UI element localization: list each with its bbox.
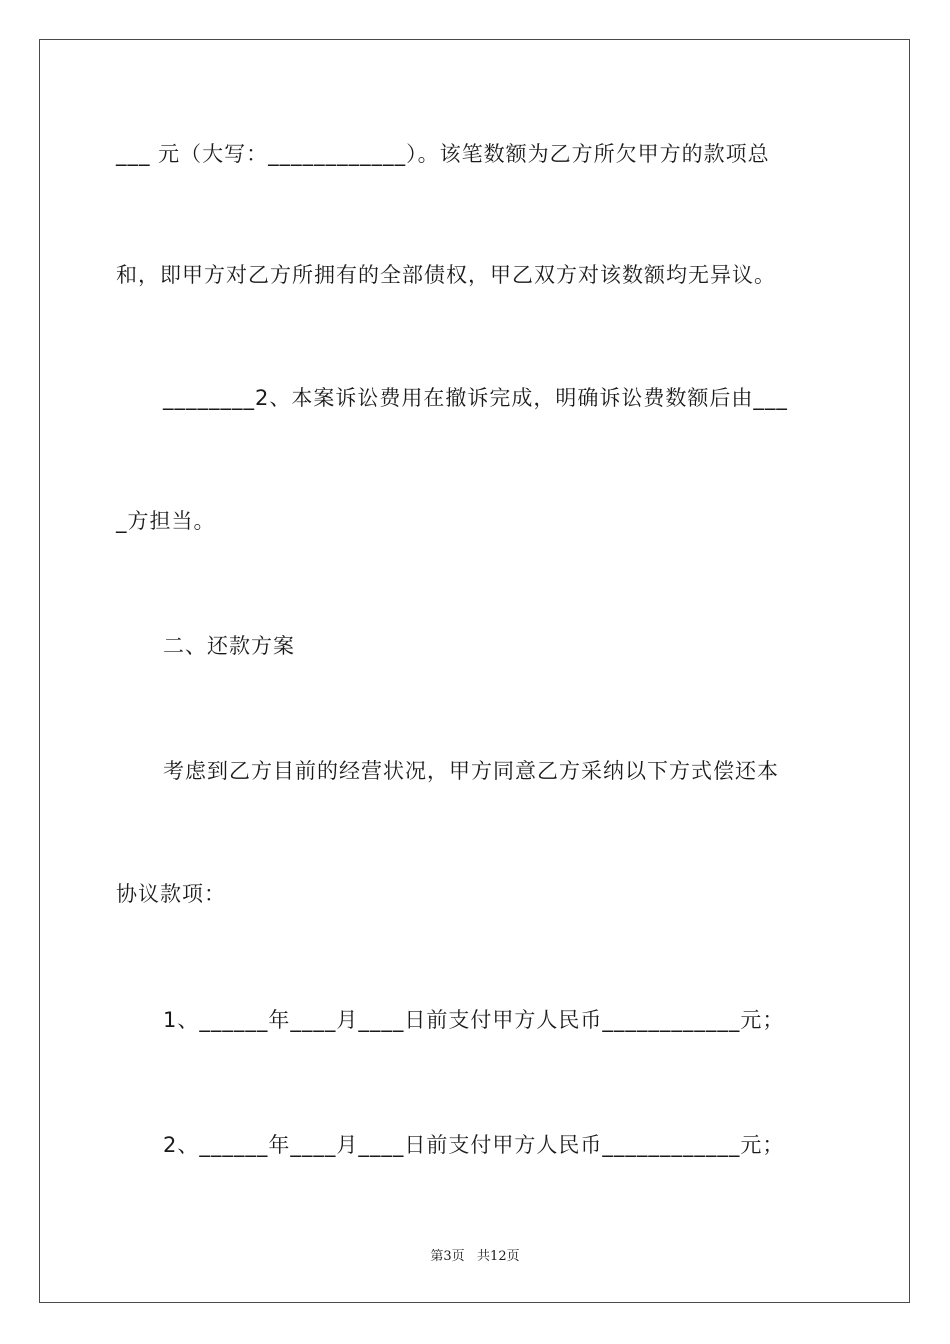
page-number-footer: 第3页 共12页: [430, 1249, 520, 1264]
paragraph-line-7: 协议款项：: [116, 882, 226, 906]
page-border: [39, 39, 910, 1303]
paragraph-line-4: _方担当。: [116, 509, 216, 533]
repayment-item-2: 2、______年____月____日前支付甲方人民币____________元；: [163, 1133, 785, 1157]
repayment-item-1: 1、______年____月____日前支付甲方人民币____________元；: [163, 1008, 785, 1032]
section-heading-repayment: 二、还款方案: [163, 634, 295, 658]
paragraph-line-1: ___ 元（大写：____________）。该笔数额为乙方所欠甲方的款项总: [116, 142, 770, 166]
paragraph-line-2: 和，即甲方对乙方所拥有的全部债权，甲乙双方对该数额均无异议。: [116, 263, 776, 287]
paragraph-line-3: ________2、本案诉讼费用在撤诉完成，明确诉讼费数额后由___: [163, 386, 788, 410]
paragraph-line-6: 考虑到乙方目前的经营状况，甲方同意乙方采纳以下方式偿还本: [163, 759, 779, 783]
